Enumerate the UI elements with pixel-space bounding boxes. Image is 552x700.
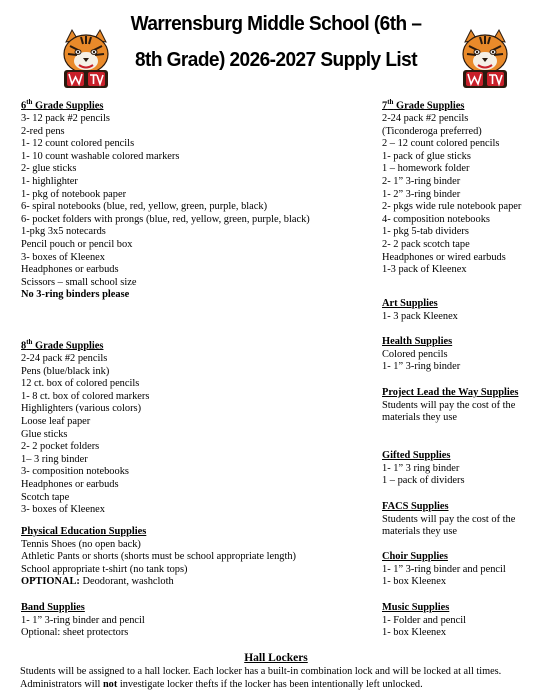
tiger-mascot-icon [64, 30, 108, 88]
pltw-section [382, 387, 518, 425]
grade6-section [21, 96, 310, 302]
grade6-heading [21, 96, 310, 113]
grade7-heading-sup: th [387, 98, 394, 106]
list-item: 2- 1” 3-ring binder [382, 176, 461, 188]
page-title [122, 6, 431, 78]
list-item: 1-3 pack of Kleenex [382, 264, 467, 276]
list-item: 1- box Kleenex [382, 576, 447, 588]
grade8-heading-sup: th [26, 338, 33, 346]
grade8-heading [21, 336, 149, 353]
list-item: 3- 12 pack #2 pencils [21, 113, 110, 125]
list-item: Headphones or wired earbuds [382, 251, 506, 263]
list-item: Athletic Pants or shorts (shorts must be school appropriate length) [21, 551, 297, 563]
list-item: 1- pack of glue sticks [382, 150, 471, 162]
list-item: 2-red pens [21, 125, 65, 137]
grade6-note: No 3-ring binders please [21, 289, 130, 301]
facs-section [382, 501, 515, 539]
grade6-heading-text: Grade Supplies [32, 100, 104, 112]
pe-heading: Physical Education Supplies [21, 526, 147, 537]
list-item: Pens (blue/black ink) [21, 365, 110, 377]
list-item: 1- 1” 3-ring binder and pencil [21, 614, 145, 626]
list-item: 1- 3 pack Kleenex [382, 310, 458, 322]
list-item: 2- glue sticks [21, 163, 77, 175]
grade7-section [382, 96, 521, 277]
list-item: 3- composition notebooks [21, 466, 129, 478]
grade8-section [21, 336, 149, 517]
title-line-2: 8th Grade) 2026-2027 Supply List [134, 48, 417, 71]
list-item: 2- pkgs wide rule notebook paper [382, 201, 522, 213]
grade7-heading-text: Grade Supplies [393, 100, 465, 112]
art-section [382, 298, 458, 323]
list-item: 1-pkg 3x5 notecards [21, 226, 106, 238]
list-item: 1– 3 ring binder [21, 453, 88, 465]
choir-section [382, 551, 506, 589]
gifted-section [382, 450, 465, 488]
list-item: 1- 12 count colored pencils [21, 138, 135, 150]
list-item: 3- boxes of Kleenex [21, 504, 105, 516]
list-item: Loose leaf paper [21, 416, 91, 428]
list-item: 2-24 pack #2 pencils [382, 113, 469, 125]
tiger-mascot-logo-left [56, 28, 116, 90]
list-item: 1- pkg 5-tab dividers [382, 226, 469, 238]
grade7-heading-number: 7 [382, 100, 388, 112]
title-line-1: Warrensburg Middle School (6th – [130, 12, 422, 35]
list-item: 2- 2 pack scotch tape [382, 239, 470, 250]
list-item: 1- highlighter [21, 176, 78, 188]
list-item: 1- 1” 3 ring binder [382, 462, 460, 474]
list-item: 1- 1” 3-ring binder and pencil [382, 563, 506, 575]
grade8-heading-text: Grade Supplies [32, 340, 104, 352]
pe-optional-label: OPTIONAL: [21, 576, 80, 588]
gifted-heading: Gifted Supplies [382, 450, 451, 461]
band-section [21, 602, 145, 640]
lockers-text-bold: not [102, 678, 118, 690]
tiger-mascot-icon [463, 30, 507, 88]
health-section [382, 336, 460, 374]
list-item: 1- 2” 3-ring binder [382, 188, 461, 200]
list-item: 1 – pack of dividers [382, 475, 465, 487]
list-item: Optional: sheet protectors [21, 627, 129, 639]
pe-optional-text: Deodorant, washcloth [79, 576, 174, 588]
grade8-heading-number: 8 [21, 340, 27, 352]
list-item: 6- spiral notebooks (blue, red, yellow, green, purple, black) [21, 201, 268, 213]
music-heading: Music Supplies [382, 602, 450, 613]
facs-text-line-2: materials they use [382, 526, 458, 538]
list-item: 6- pocket folders with prongs (blue, red, yellow, green, purple, black) [21, 213, 310, 225]
grade6-heading-number: 6 [21, 100, 27, 112]
list-item: Glue sticks [21, 428, 68, 440]
list-item: (Ticonderoga preferred) [382, 125, 482, 137]
band-heading: Band Supplies [21, 602, 85, 613]
facs-heading: FACS Supplies [382, 501, 449, 512]
list-item: 1 – homework folder [382, 163, 470, 175]
list-item: Scotch tape [21, 491, 70, 503]
list-item: 2- 2 pocket folders [21, 441, 100, 453]
list-item: Scissors – small school size [21, 276, 137, 288]
lockers-text-after: investigate locker thefts if the locker has been intentionally left unlocked. [117, 678, 423, 690]
list-item: Highlighters (various colors) [21, 403, 142, 415]
list-item: Pencil pouch or pencil box [21, 239, 133, 250]
health-heading: Health Supplies [382, 336, 453, 347]
pltw-text-line-1: Students will pay the cost of the [382, 399, 516, 411]
list-item: 4- composition notebooks [382, 213, 490, 225]
choir-heading: Choir Supplies [382, 551, 448, 562]
grade7-heading [382, 96, 521, 113]
list-item: 2 – 12 count colored pencils [382, 138, 500, 150]
art-heading: Art Supplies [382, 298, 438, 309]
list-item: 1- Folder and pencil [382, 614, 466, 626]
list-item: 1- 1” 3-ring binder [382, 361, 461, 373]
lockers-heading: Hall Lockers [244, 652, 308, 664]
pltw-heading: Project Lead the Way Supplies [382, 387, 519, 398]
tiger-mascot-logo-right [455, 28, 515, 90]
list-item: 2-24 pack #2 pencils [21, 353, 108, 365]
pe-optional [21, 576, 296, 589]
list-item: 1- box Kleenex [382, 627, 447, 639]
list-item: 1- pkg of notebook paper [21, 188, 127, 200]
pe-section [21, 526, 296, 589]
music-section [382, 602, 466, 640]
list-item: School appropriate t-shirt (no tank tops) [21, 563, 188, 575]
list-item: Headphones or earbuds [21, 264, 119, 276]
list-item: 1- 8 ct. box of colored markers [21, 390, 150, 402]
list-item: 12 ct. box of colored pencils [21, 378, 140, 390]
lockers-text-before: Students will be assigned to a hall locker. Each locker has a built-in combination lock and will be locked at all times. Administrators will [20, 666, 502, 690]
list-item: 3- boxes of Kleenex [21, 251, 105, 263]
grade6-heading-sup: th [26, 98, 33, 106]
lockers-text [20, 666, 540, 691]
list-item: Headphones or earbuds [21, 479, 119, 490]
list-item: Colored pencils [382, 348, 448, 360]
pltw-text-line-2: materials they use [382, 412, 458, 424]
list-item: 1- 10 count washable colored markers [21, 150, 180, 162]
list-item: Tennis Shoes (no open back) [21, 538, 141, 550]
facs-text-line-1: Students will pay the cost of the [382, 513, 516, 525]
